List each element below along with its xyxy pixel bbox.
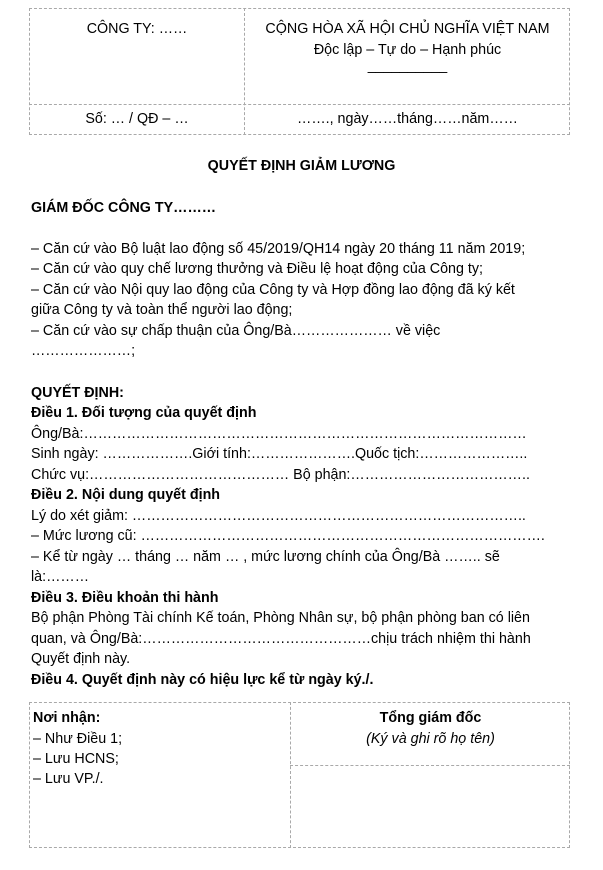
basis-line: – Căn cứ vào Nội quy lao động của Công ty và Hợp đồng lao động đã ký kết [31,282,515,298]
article-2-line: – Mức lương cũ: …………………………………………………………………………. [31,528,545,544]
recipient-item: – Lưu HCNS; [33,751,119,767]
document-date: ……., ngày……tháng……năm…… [297,111,518,127]
document-number: Số: … / QĐ – … [85,111,189,127]
basis-line: …………………; [31,343,136,359]
decision-heading: QUYẾT ĐỊNH: [31,385,124,401]
article-3-heading: Điều 3. Điều khoản thi hành [31,590,219,606]
article-1-line: Ông/Bà:………………………………………………………………………………… [31,426,527,442]
basis-line: giữa Công ty và toàn thể người lao động; [31,302,293,318]
motto: Độc lập – Tự do – Hạnh phúc [313,42,502,58]
director-heading: GIÁM ĐỐC CÔNG TY……… [31,200,217,216]
article-2-heading: Điều 2. Nội dung quyết định [31,487,221,503]
nation-name: CỘNG HÒA XÃ HỘI CHỦ NGHĨA VIỆT NAM [265,21,550,37]
signer-title: Tổng giám đốc [379,710,482,726]
header-divider-horizontal [29,104,570,105]
article-3-line: Bộ phận Phòng Tài chính Kế toán, Phòng Nhân sự, bộ phận phòng ban có liên [31,610,530,626]
article-3-line: quan, và Ông/Bà:…………………………………………chịu trách nhiệm thi hành [31,631,531,647]
footer-divider-vertical [290,702,291,848]
recipient-item: – Như Điều 1; [33,731,123,747]
article-1-line: Chức vụ:…………………………………… Bộ phận:……………………………….. [31,467,530,483]
signer-note: (Ký và ghi rõ họ tên) [366,731,495,747]
article-4: Điều 4. Quyết định này có hiệu lực kể từ ngày ký./. [31,672,374,688]
basis-line: – Căn cứ vào Bộ luật lao động số 45/2019/QH14 ngày 20 tháng 11 năm 2019; [31,241,526,257]
article-1-heading: Điều 1. Đối tượng của quyết định [31,405,257,421]
recipients-heading: Nơi nhận: [33,710,101,726]
basis-line: – Căn cứ vào quy chế lương thưởng và Điều lệ hoạt động của Công ty; [31,261,484,277]
article-2-line: – Kể từ ngày … tháng … năm … , mức lương chính của Ông/Bà …….. sẽ [31,549,500,565]
motto-rule: __________ [367,58,448,74]
article-2-line: là:……… [31,569,89,585]
article-3-line: Quyết định này. [31,651,131,667]
header-divider-vertical [244,8,245,135]
company-name: CÔNG TY: …… [86,21,188,37]
article-1-line: Sinh ngày: ……………….Giới tính:………………….Quốc tịch:………………….. [31,446,528,462]
basis-line: – Căn cứ vào sự chấp thuận của Ông/Bà………………… về việc [31,323,441,339]
footer-divider-horizontal [290,765,570,766]
document-title: QUYẾT ĐỊNH GIẢM LƯƠNG [207,158,396,174]
article-2-line: Lý do xét giảm: ……………………………………………………………………….. [31,508,526,524]
recipient-item: – Lưu VP./. [33,771,104,787]
